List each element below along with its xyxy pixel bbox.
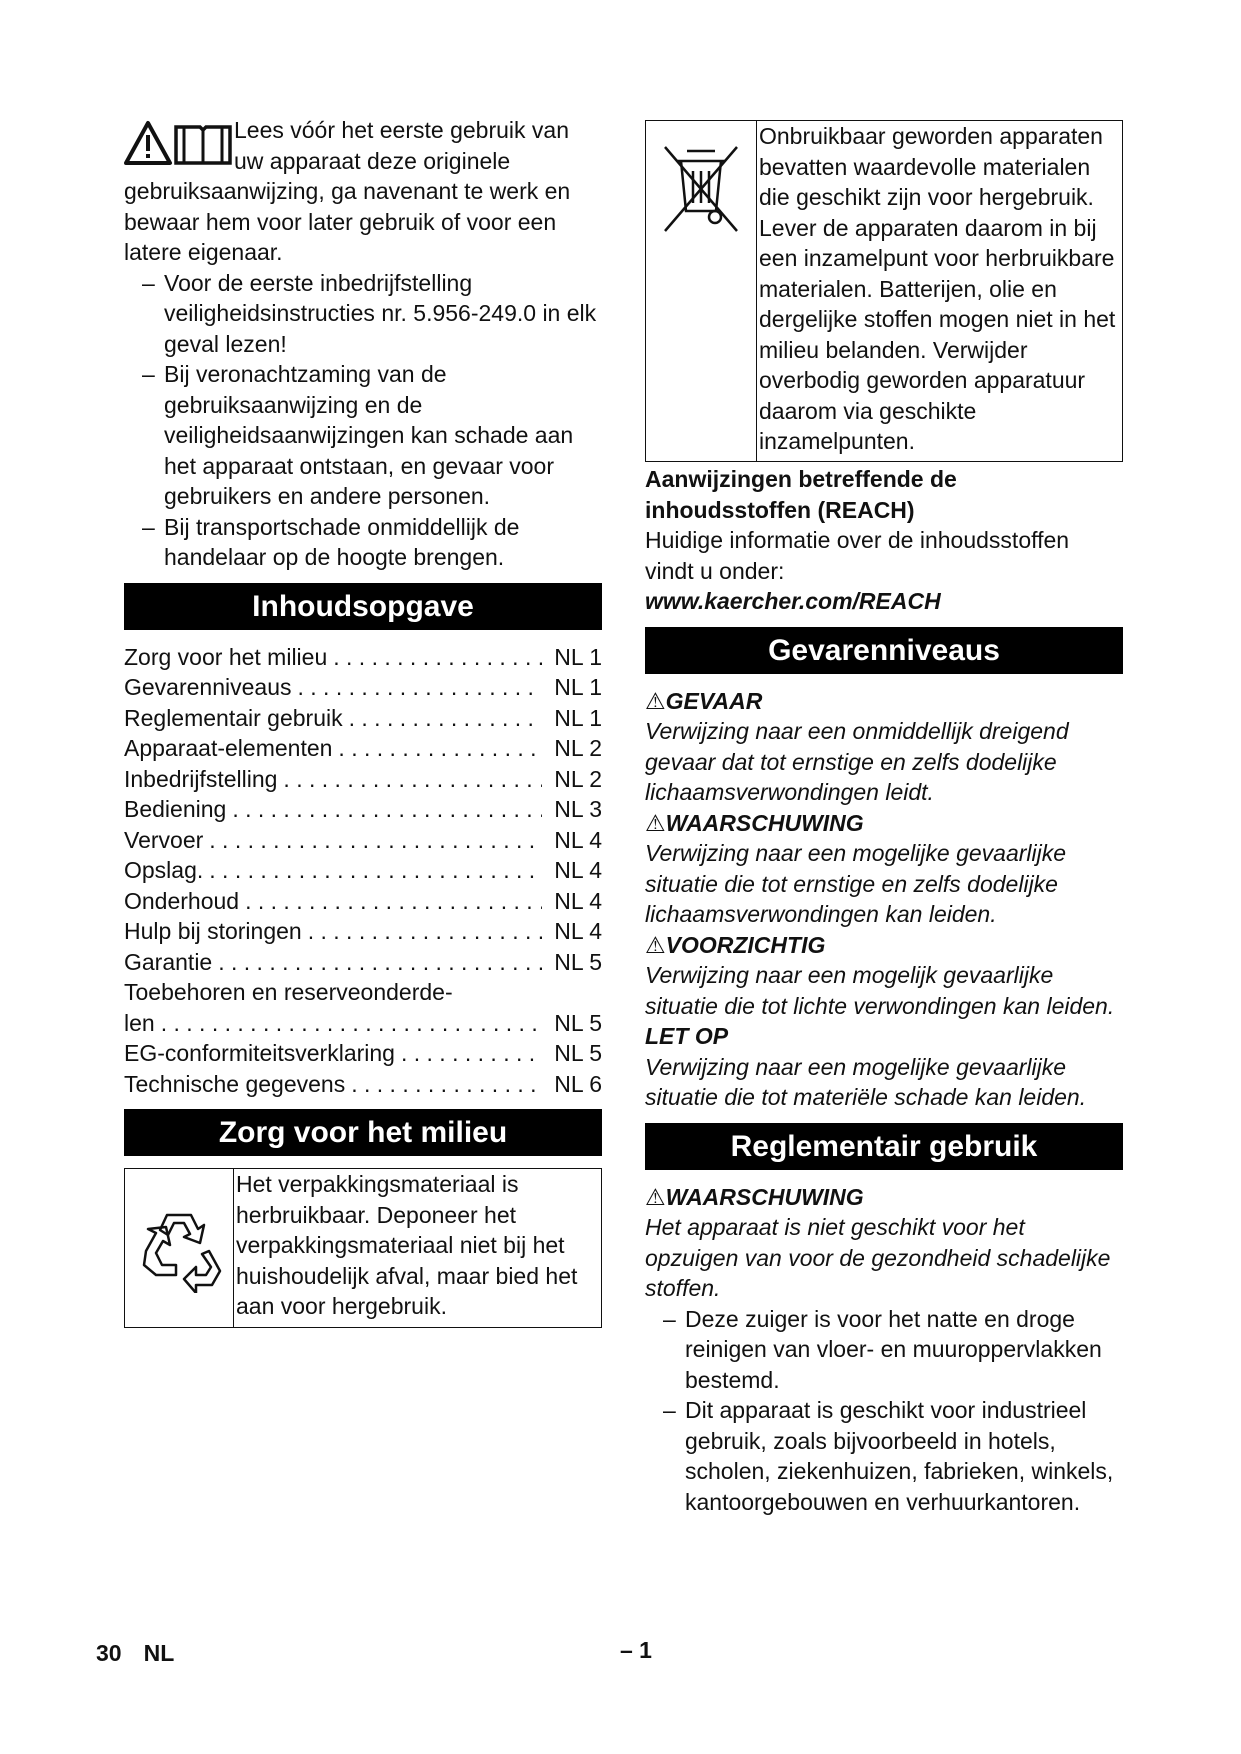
toc-entry[interactable]: Onderhoud . . . NL 4 bbox=[124, 886, 602, 917]
weee-box bbox=[645, 120, 1123, 462]
weee-text: Onbruikbaar geworden apparaten bevatten waardevolle materialen die geschikt zijn voor hergebruik. Lever de apparaten daarom in bij een inzamelpunt voor herbruikbare materialen. Batterijen, olie en dergelijke stoffen mogen niet in het milieu belanden. Verwijder overbodig geworden apparatuur daarom via geschikte inzamelpunten. bbox=[759, 123, 1116, 454]
toc-entry[interactable]: Inbedrijfstelling . . . NL 2 bbox=[124, 764, 602, 795]
toc-entry[interactable]: Opslag. . . . NL 4 bbox=[124, 855, 602, 886]
toc-entry-line1[interactable]: Toebehoren en reserveonderde- bbox=[124, 979, 453, 1005]
warning-triangle-icon: ⚠ bbox=[645, 687, 666, 714]
recycle-icon bbox=[134, 1203, 224, 1293]
hazard-description: Verwijzing naar een mogelijk gevaarlijke situatie die tot lichte verwondingen kan leiden. bbox=[645, 962, 1115, 1019]
recycle-text: Het verpakkingsmateriaal is herbruikbaar. Deponeer het verpakkingsmateriaal niet bij het huishoudelijk afval, maar bied het aan voor hergebruik. bbox=[236, 1171, 578, 1319]
left-column bbox=[124, 115, 602, 1328]
toc-entry[interactable]: Zorg voor het milieu . . . NL 1 bbox=[124, 642, 602, 673]
recycle-box bbox=[124, 1168, 602, 1328]
toc-entry[interactable]: len . . . NL 5 bbox=[124, 1008, 602, 1039]
hazard-levels bbox=[645, 686, 1123, 1113]
footer-section-number: – 1 bbox=[620, 1637, 652, 1663]
page-number: 30 bbox=[96, 1640, 122, 1666]
warning-manual-icon bbox=[124, 119, 234, 169]
intended-use-warning-text: Het apparaat is niet geschikt voor het opzuigen van voor de gezondheid schadelijke stoffen. bbox=[645, 1214, 1111, 1301]
intro-text: Lees vóór het eerste gebruik van uw apparaat deze originele gebruiksaanwijzing, ga navenant te werk en bewaar hem voor later gebruik of voor een latere eigenaar. bbox=[124, 117, 571, 265]
hazard-label: LET OP bbox=[645, 1023, 729, 1049]
warning-triangle-icon: ⚠ bbox=[645, 931, 666, 958]
reach-text: Huidige informatie over de inhoudsstoffen vindt u onder: bbox=[645, 527, 1070, 584]
hazard-label: ⚠WAARSCHUWING bbox=[645, 809, 864, 836]
hazard-label: ⚠GEVAAR bbox=[645, 687, 763, 714]
intro-bullet: – Voor de eerste inbedrijfstelling veiligheidsinstructies nr. 5.956-249.0 in elk geval lezen! bbox=[142, 269, 597, 357]
toc-entry[interactable]: EG-conformiteitsverklaring . . . NL 5 bbox=[124, 1038, 602, 1069]
toc-entry[interactable]: Hulp bij storingen . . . NL 4 bbox=[124, 916, 602, 947]
intro-bullet: – Bij veronachtzaming van de gebruiksaanwijzing en de veiligheidsaanwijzingen kan schade aan het apparaat ontstaan, en gevaar voor gebruikers en andere personen. bbox=[142, 361, 574, 509]
toc-heading: Inhoudsopgave bbox=[124, 583, 602, 630]
intro-section bbox=[124, 115, 602, 573]
hazard-description: Verwijzing naar een mogelijke gevaarlijke situatie die tot ernstige en zelfs dodelijke lichaamsverwondingen kan leiden. bbox=[645, 840, 1067, 927]
toc-entry[interactable]: Reglementair gebruik . . . NL 1 bbox=[124, 703, 602, 734]
hazard-description: Verwijzing naar een onmiddellijk dreigend gevaar dat tot ernstige en zelfs dodelijke lichaamsverwondingen leidt. bbox=[645, 718, 1069, 805]
intended-use bbox=[645, 1182, 1123, 1518]
hazard-label: ⚠VOORZICHTIG bbox=[645, 931, 826, 958]
page-footer bbox=[96, 1640, 196, 1667]
right-column bbox=[645, 120, 1123, 1517]
toc-entry[interactable]: Bediening . . . NL 3 bbox=[124, 794, 602, 825]
footer-language: NL bbox=[143, 1640, 175, 1666]
toc-entry[interactable]: Vervoer . . . NL 4 bbox=[124, 825, 602, 856]
environment-heading: Zorg voor het milieu bbox=[124, 1109, 602, 1156]
hazard-levels-heading: Gevarenniveaus bbox=[645, 627, 1123, 674]
crossed-bin-icon bbox=[653, 141, 749, 237]
toc-entry[interactable]: Technische gegevens . . . NL 6 bbox=[124, 1069, 602, 1100]
reach-url[interactable]: www.kaercher.com/REACH bbox=[645, 588, 941, 614]
toc-entry[interactable]: Gevarenniveaus . . . NL 1 bbox=[124, 672, 602, 703]
toc-entry[interactable]: Apparaat-elementen . . . NL 2 bbox=[124, 733, 602, 764]
intended-use-heading: Reglementair gebruik bbox=[645, 1123, 1123, 1170]
intro-bullet: – Bij transportschade onmiddellijk de handelaar op de hoogte brengen. bbox=[142, 513, 520, 570]
hazard-description: Verwijzing naar een mogelijke gevaarlijke situatie die tot materiële schade kan leiden. bbox=[645, 1053, 1087, 1110]
toc-entry[interactable]: Garantie . . . NL 5 bbox=[124, 947, 602, 978]
warning-triangle-icon: ⚠ bbox=[645, 809, 666, 836]
reach-title: Aanwijzingen betreffende de inhoudsstoffen (REACH) bbox=[645, 466, 957, 523]
warning-triangle-icon: ⚠ bbox=[645, 1183, 666, 1210]
table-of-contents bbox=[124, 642, 602, 1100]
intended-use-bullet: – Dit apparaat is geschikt voor industrieel gebruik, zoals bijvoorbeeld in hotels, scholen, ziekenhuizen, fabrieken, winkels, kantoorgebouwen en verhuurkantoren. bbox=[663, 1397, 1114, 1515]
intended-use-warning-label: ⚠WAARSCHUWING bbox=[645, 1183, 864, 1210]
intended-use-bullet: – Deze zuiger is voor het natte en droge reinigen van vloer- en muuroppervlakken bestemd. bbox=[663, 1305, 1102, 1393]
